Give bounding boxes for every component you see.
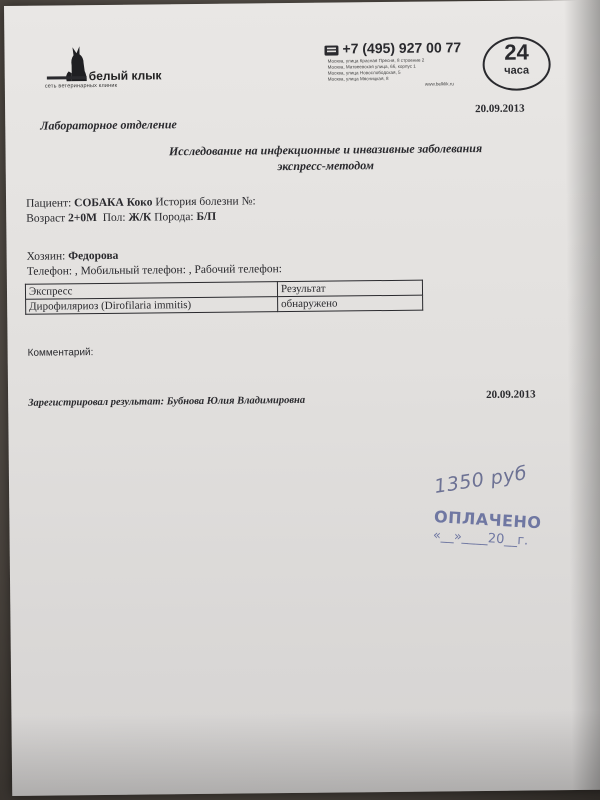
clinic-address-4: Москва, улица Мясницкая, 8 (327, 75, 389, 82)
results-table (25, 280, 423, 315)
clinic-address-1: Москва, улица Красная Пресня, 8 строение 2 (327, 57, 425, 64)
sex-label: Пол: (102, 211, 126, 224)
clinic-logo (44, 44, 185, 95)
patient-details-line (26, 211, 216, 225)
patient-label: Пациент: (26, 197, 72, 210)
sex-value: Ж/К (128, 211, 152, 224)
edge-shadow (564, 0, 600, 790)
owner-label: Хозяин: (26, 250, 66, 263)
header-result: Результат (277, 280, 422, 297)
age-value: 2+0М (67, 212, 98, 225)
clinic-website: www.belklik.ru (424, 81, 454, 87)
test-name-cell: Дирофиляриоз (Dirofilaria immitis) (26, 297, 278, 315)
history-label: История болезни №: (155, 195, 256, 209)
clinic-name: белый клык (88, 68, 162, 84)
handwritten-price: 1350 руб (432, 462, 529, 498)
stamp-date-line: «__»____20__г. (432, 527, 529, 549)
registered-date: 20.09.2013 (486, 388, 536, 401)
badge-number: 24 (504, 39, 529, 65)
clinic-tagline: сеть ветеринарных клиник (44, 82, 118, 90)
table-row (26, 295, 423, 314)
logo-underline-icon (47, 75, 87, 80)
clinic-phone: +7 (495) 927 00 77 (342, 39, 462, 57)
header-express: Экспресс (25, 282, 277, 300)
document-title-line-1: Исследование на инфекционные и инвазивные заболевания (168, 141, 483, 159)
registered-label: Зарегистрировал результат: (28, 396, 165, 409)
patient-name: СОБАКА Коко (74, 196, 153, 210)
stamp-main-text: ОПЛАЧЕНО (433, 507, 543, 533)
document-sheet (4, 0, 600, 796)
bottom-shadow (11, 710, 600, 796)
hours-badge (482, 36, 551, 91)
registered-line (28, 395, 305, 409)
badge-text: часа (504, 64, 530, 77)
test-result-cell: обнаружено (278, 295, 423, 312)
breed-label: Порода: (154, 211, 194, 224)
phone-icon (324, 45, 338, 57)
owner-line (27, 250, 119, 263)
age-label: Возраст (26, 212, 66, 225)
comment-label: Комментарий: (27, 347, 94, 359)
department-name: Лабораторное отделение (40, 117, 177, 133)
registered-name: Бубнова Юлия Владимировна (166, 394, 306, 408)
breed-value: Б/П (196, 210, 217, 223)
document-date: 20.09.2013 (475, 102, 525, 116)
clinic-address-3: Москва, улица Новослободская, 5 (327, 69, 401, 76)
paid-stamp (433, 507, 565, 551)
owner-name: Федорова (68, 249, 119, 263)
document-title-line-2: экспресс-методом (277, 158, 375, 174)
clinic-address-2: Москва, Матвеевская улица, 66, корпус 1 (327, 63, 416, 70)
owner-phones-line: Телефон: , Мобильный телефон: , Рабочий телефон: (26, 263, 283, 278)
patient-line (26, 195, 256, 209)
